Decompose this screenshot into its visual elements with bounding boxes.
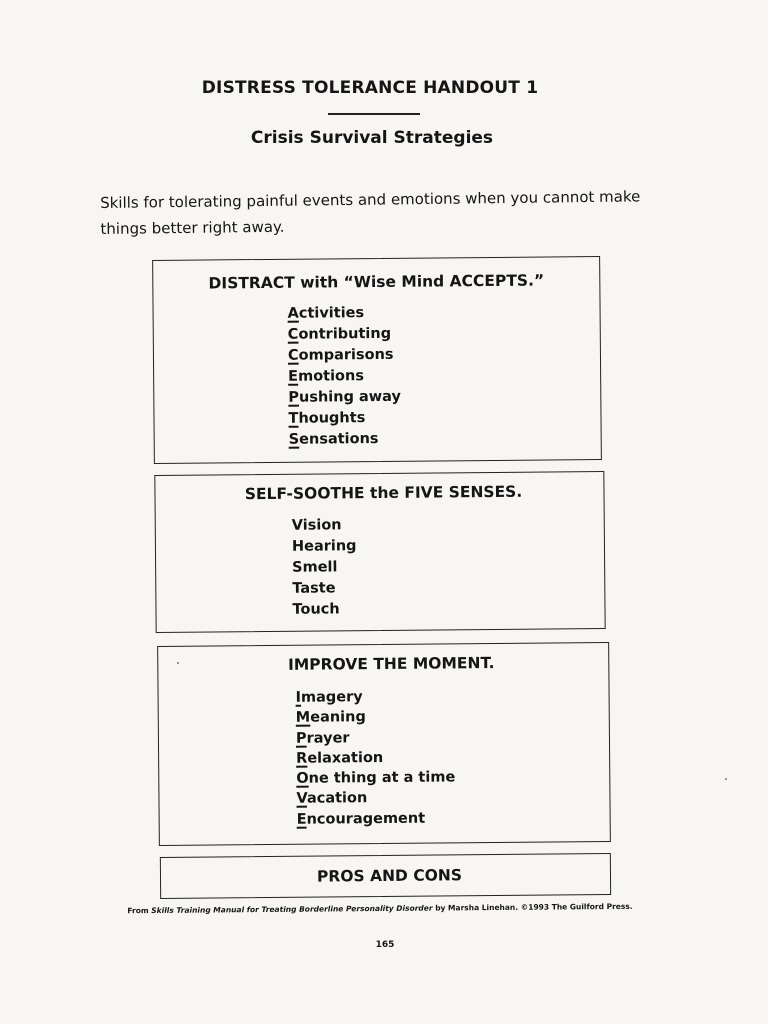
scan-speck bbox=[725, 778, 727, 780]
list-item bbox=[296, 768, 455, 790]
item-rest: elaxation bbox=[307, 749, 384, 767]
list-item bbox=[296, 707, 455, 729]
self-soothe-heading: SELF-SOOTHE the FIVE SENSES. bbox=[244, 482, 523, 504]
list-item: Hearing bbox=[291, 538, 357, 555]
item-rest: omparisons bbox=[298, 346, 394, 364]
improve-box bbox=[157, 642, 611, 846]
acronym-letter: E bbox=[296, 811, 307, 828]
acronym-letter: E bbox=[288, 368, 299, 385]
distract-heading: DISTRACT with “Wise Mind ACCEPTS.” bbox=[208, 271, 545, 293]
item-rest: ushing away bbox=[298, 388, 402, 406]
citation-book-title: Skills Training Manual for Treating Borderline Personality Disorder bbox=[151, 903, 433, 915]
self-soothe-box bbox=[154, 471, 605, 633]
page-number: 165 bbox=[375, 940, 395, 950]
list-item bbox=[288, 408, 401, 430]
list-item bbox=[288, 345, 401, 367]
list-item: Touch bbox=[292, 601, 340, 618]
list-item: Smell bbox=[292, 559, 338, 576]
item-rest: motions bbox=[297, 368, 365, 385]
list-item bbox=[296, 747, 455, 769]
list-item bbox=[288, 303, 401, 325]
list-item: Taste bbox=[292, 580, 336, 597]
acronym-letter: C bbox=[287, 347, 299, 364]
acronym-letter: R bbox=[296, 750, 308, 767]
item-rest: rayer bbox=[306, 729, 350, 747]
list-item bbox=[288, 324, 401, 346]
pros-cons-heading: PROS AND CONS bbox=[316, 866, 463, 886]
item-rest: ctivities bbox=[298, 305, 365, 322]
list-item bbox=[288, 366, 401, 388]
list-item bbox=[289, 429, 402, 451]
acronym-letter: P bbox=[295, 730, 307, 747]
improve-heading: IMPROVE THE MOMENT. bbox=[287, 654, 495, 674]
distract-box bbox=[152, 256, 602, 464]
senses-list bbox=[292, 515, 357, 621]
item-rest: magery bbox=[300, 689, 363, 706]
acronym-letter: P bbox=[288, 389, 300, 406]
item-rest: eaning bbox=[310, 709, 366, 726]
item-rest: ensations bbox=[299, 430, 379, 448]
acronym-letter: I bbox=[295, 689, 302, 706]
accepts-list bbox=[288, 303, 402, 451]
list-item bbox=[296, 788, 455, 810]
acronym-letter: M bbox=[295, 709, 311, 727]
acronym-letter: C bbox=[287, 326, 299, 343]
item-rest: ne thing at a time bbox=[308, 769, 456, 787]
list-item bbox=[296, 727, 455, 749]
item-rest: houghts bbox=[298, 410, 366, 427]
handout-subtitle: Crisis Survival Strategies bbox=[250, 128, 494, 148]
title-underline bbox=[328, 113, 420, 115]
handout-title: DISTRESS TOLERANCE HANDOUT 1 bbox=[201, 78, 539, 98]
source-citation bbox=[0, 901, 760, 917]
item-rest: ncouragement bbox=[306, 810, 426, 828]
list-item: Vision bbox=[291, 517, 342, 534]
citation-suffix: by Marsha Linehan. ©1993 The Guilford Press. bbox=[432, 901, 633, 913]
acronym-letter: V bbox=[296, 791, 307, 808]
improve-list bbox=[296, 686, 456, 829]
acronym-letter: O bbox=[296, 770, 309, 787]
citation-prefix: From bbox=[127, 905, 152, 916]
item-rest: ontributing bbox=[298, 325, 392, 343]
list-item bbox=[296, 686, 455, 708]
list-item bbox=[288, 387, 401, 409]
list-item bbox=[297, 808, 456, 830]
acronym-letter: A bbox=[287, 305, 299, 322]
acronym-letter: T bbox=[288, 410, 299, 427]
scan-speck bbox=[177, 662, 179, 664]
item-rest: acation bbox=[306, 790, 368, 808]
intro-paragraph: Skills for tolerating painful events and emotions when you cannot make things better right away. bbox=[100, 187, 641, 238]
acronym-letter: S bbox=[288, 431, 300, 448]
pros-cons-box bbox=[160, 853, 611, 899]
